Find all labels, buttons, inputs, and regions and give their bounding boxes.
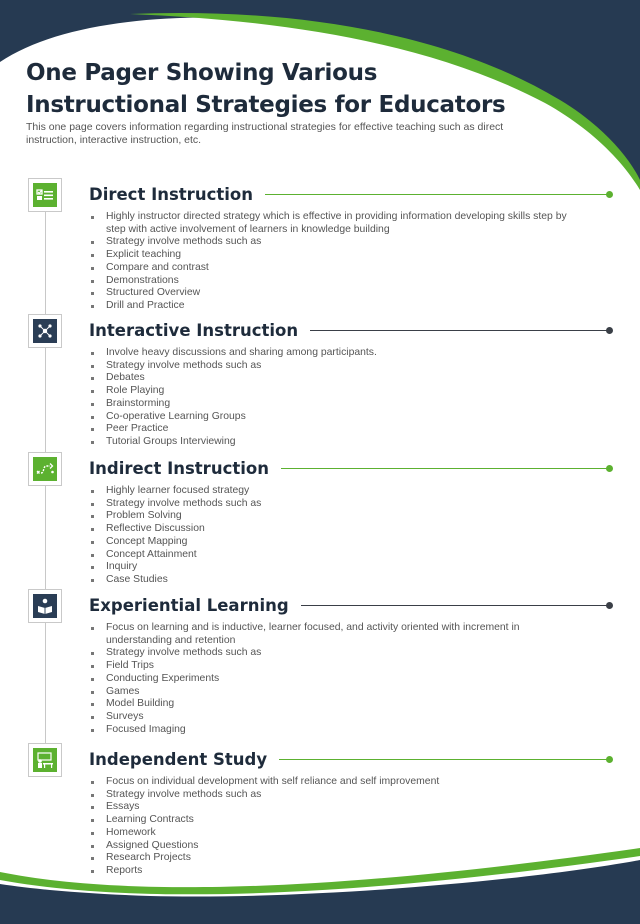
list-item: Highly instructor directed strategy which is effective in providing information developing skills step by step with active involvement of learners in knowledge building	[91, 211, 571, 236]
list-item: Compare and contrast	[91, 262, 571, 275]
rule-end-dot	[606, 465, 613, 472]
section-icon-frame	[28, 589, 62, 623]
section-title: Independent Study	[89, 749, 268, 769]
list-item: Learning Contracts	[91, 814, 571, 827]
bullet-list	[91, 776, 571, 878]
bullet-list	[91, 347, 571, 449]
list-item: Involve heavy discussions and sharing among participants.	[91, 347, 571, 360]
list-item: Research Projects	[91, 852, 571, 865]
list-item: Homework	[91, 827, 571, 840]
section-rule	[281, 468, 610, 469]
list-item: Surveys	[91, 711, 571, 724]
list-item: Focus on learning and is inductive, learner focused, and activity oriented with increment in understanding and retention	[91, 622, 571, 647]
list-item: Role Playing	[91, 385, 571, 398]
list-item: Debates	[91, 372, 571, 385]
section-header	[89, 318, 610, 342]
list-item: Tutorial Groups Interviewing	[91, 436, 571, 449]
list-item: Essays	[91, 801, 571, 814]
list-item: Field Trips	[91, 660, 571, 673]
section-rule	[279, 759, 610, 760]
rule-end-dot	[606, 756, 613, 763]
list-item: Explicit teaching	[91, 249, 571, 262]
section-title: Interactive Instruction	[89, 320, 299, 340]
list-item: Peer Practice	[91, 423, 571, 436]
list-item: Co-operative Learning Groups	[91, 411, 571, 424]
list-item: Strategy involve methods such as	[91, 789, 571, 802]
title-line-1: One Pager Showing Various	[26, 60, 378, 86]
page-title	[26, 57, 546, 121]
list-item: Structured Overview	[91, 287, 571, 300]
section-rule	[301, 605, 610, 606]
bullet-list	[91, 485, 571, 587]
list-item: Reports	[91, 865, 571, 878]
list-item: Assigned Questions	[91, 840, 571, 853]
section-header	[89, 182, 610, 206]
rule-end-dot	[606, 327, 613, 334]
section-header	[89, 747, 610, 771]
list-item: Drill and Practice	[91, 300, 571, 313]
bullet-list	[91, 211, 571, 313]
list-item: Inquiry	[91, 561, 571, 574]
section-title: Indirect Instruction	[89, 458, 269, 478]
section-title: Experiential Learning	[89, 595, 289, 615]
list-item: Focus on individual development with self reliance and self improvement	[91, 776, 571, 789]
section-icon-frame	[28, 314, 62, 348]
reader-book-icon	[33, 594, 57, 618]
list-item: Model Building	[91, 698, 571, 711]
list-item: Concept Attainment	[91, 549, 571, 562]
list-item: Brainstorming	[91, 398, 571, 411]
section-icon-frame	[28, 178, 62, 212]
section-rule	[310, 330, 610, 331]
list-item: Concept Mapping	[91, 536, 571, 549]
path-strategy-icon	[33, 457, 57, 481]
bullet-list	[91, 622, 571, 736]
list-item: Games	[91, 686, 571, 699]
list-item: Strategy involve methods such as	[91, 360, 571, 373]
section-icon-frame	[28, 452, 62, 486]
list-item: Case Studies	[91, 574, 571, 587]
section-header	[89, 456, 610, 480]
list-item: Strategy involve methods such as	[91, 647, 571, 660]
rule-end-dot	[606, 602, 613, 609]
person-desk-icon	[33, 748, 57, 772]
list-item: Highly learner focused strategy	[91, 485, 571, 498]
checklist-icon	[33, 183, 57, 207]
list-item: Focused Imaging	[91, 724, 571, 737]
list-item: Conducting Experiments	[91, 673, 571, 686]
section-icon-frame	[28, 743, 62, 777]
list-item: Strategy involve methods such as	[91, 498, 571, 511]
title-line-2: Instructional Strategies for Educators	[26, 92, 506, 118]
list-item: Problem Solving	[91, 510, 571, 523]
list-item: Reflective Discussion	[91, 523, 571, 536]
page-subtitle: This one page covers information regarding instructional strategies for effective teaching such as direct instruction, interactive instruction, etc.	[26, 121, 504, 146]
section-rule	[265, 194, 610, 195]
list-item: Demonstrations	[91, 275, 571, 288]
network-people-icon	[33, 319, 57, 343]
list-item: Strategy involve methods such as	[91, 236, 571, 249]
section-title: Direct Instruction	[89, 184, 253, 204]
rule-end-dot	[606, 191, 613, 198]
section-header	[89, 593, 610, 617]
